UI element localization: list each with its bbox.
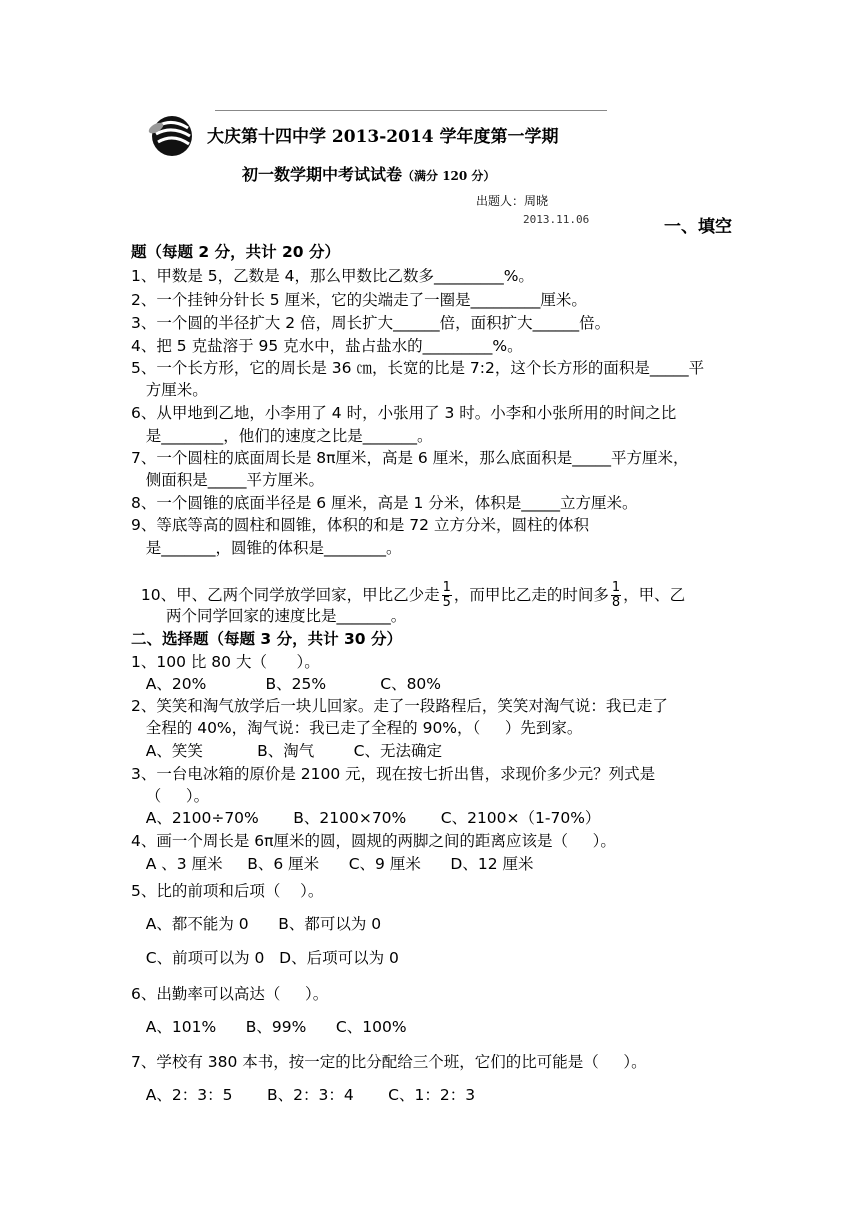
q2-5-options-ab: A、都不能为 0 B、都可以为 0 xyxy=(131,915,382,933)
q2-2b: 全程的 40%，淘气说：我已走了全程的 90%，（ ）先到家。 xyxy=(131,719,583,737)
q2-4-options: A 、3 厘米 B、6 厘米 C、9 厘米 D、12 厘米 xyxy=(131,855,534,873)
q1-3: 3、一个圆的半径扩大 2 倍，周长扩大______倍，面积扩大______倍。 xyxy=(131,314,611,332)
q2-2-options: A、笑笑 B、淘气 C、无法确定 xyxy=(131,742,442,760)
q1-5b: 方厘米。 xyxy=(131,381,208,399)
q1-6a: 6、从甲地到乙地，小李用了 4 时，小张用了 3 时。小李和小张所用的时间之比 xyxy=(131,404,677,422)
exam-date: 2013.11.06 xyxy=(523,213,590,226)
q1-10a: 10、甲、乙两个同学放学回家，甲比乙少走 $\frac{1}{5}$ ，而甲比乙走的时间多 $\frac{1}{8}$ ，甲、乙 xyxy=(140,580,686,610)
q1-5a: 5、一个长方形，它的周长是 36 ㎝，长宽的比是 7:2，这个长方形的面积是_____平 xyxy=(131,359,705,377)
school-logo xyxy=(146,112,194,160)
exam-subtitle: 初一数学期中考试试卷（满分 120 分） xyxy=(242,165,496,184)
q2-1-options: A、20% B、25% C、80% xyxy=(131,675,442,693)
q2-2a: 2、笑笑和淘气放学后一块儿回家。走了一段路程后，笑笑对淘气说：我已走了 xyxy=(131,697,668,715)
q1-9b: 是_______，圆锥的体积是________。 xyxy=(131,539,402,557)
q1-7b: 侧面积是_____平方厘米。 xyxy=(131,471,325,489)
q1-10b: 两个同学回家的速度比是_______。 xyxy=(166,607,407,625)
q2-4: 4、画一个周长是 6π厘米的圆，圆规的两脚之间的距离应该是（ ）。 xyxy=(131,832,616,850)
q2-7-options: A、2：3：5 B、2：3：4 C、1：2：3 xyxy=(131,1086,476,1104)
score-note: （满分 120 分） xyxy=(402,169,496,183)
q2-6: 6、出勤率可以高达（ ）。 xyxy=(131,985,329,1003)
q1-4: 4、把 5 克盐溶于 95 克水中，盐占盐水的_________%。 xyxy=(131,337,523,355)
exam-title: 大庆第十四中学 2013-2014 学年度第一学期 xyxy=(207,127,559,147)
q2-3b: （ ）。 xyxy=(131,787,210,805)
fraction-one-eighth: $\frac{1}{8}$ xyxy=(611,580,621,610)
q2-7: 7、学校有 380 本书，按一定的比分配给三个班，它们的比可能是（ ）。 xyxy=(131,1053,647,1071)
section1-heading-a: 一、填空 xyxy=(664,217,732,237)
fraction-one-fifth: $\frac{1}{5}$ xyxy=(442,580,451,610)
q1-1: 1、甲数是 5，乙数是 4，那么甲数比乙数多_________%。 xyxy=(131,267,534,285)
q1-6b: 是________，他们的速度之比是_______。 xyxy=(131,427,433,445)
q1-7a: 7、一个圆柱的底面周长是 8π厘米，高是 6 厘米，那么底面积是_____平方厘米， xyxy=(131,449,689,467)
q1-2: 2、一个挂钟分针长 5 厘米，它的尖端走了一圈是_________厘米。 xyxy=(131,291,587,309)
section2-heading: 二、选择题（每题 3 分，共计 30 分） xyxy=(131,630,402,648)
q2-1: 1、100 比 80 大（ ）。 xyxy=(131,653,320,671)
q1-9a: 9、等底等高的圆柱和圆锥，体积的和是 72 立方分米，圆柱的体积 xyxy=(131,516,589,534)
q2-3-options: A、2100÷70% B、2100×70% C、2100×（1-70%） xyxy=(131,809,601,827)
q2-5: 5、比的前项和后项（ ）。 xyxy=(131,882,324,900)
exam-author: 出题人：周晓 xyxy=(476,194,549,208)
q2-3a: 3、一台电冰箱的原价是 2100 元，现在按七折出售，求现价多少元？列式是 xyxy=(131,765,656,783)
q1-8: 8、一个圆锥的底面半径是 6 厘米，高是 1 分米，体积是_____立方厘米。 xyxy=(131,494,638,512)
header-rule xyxy=(215,110,607,111)
section1-heading-b: 题（每题 2 分，共计 20 分） xyxy=(131,243,340,261)
q2-5-options-cd: C、前项可以为 0 D、后项可以为 0 xyxy=(131,949,399,967)
q2-6-options: A、101% B、99% C、100% xyxy=(131,1018,407,1036)
